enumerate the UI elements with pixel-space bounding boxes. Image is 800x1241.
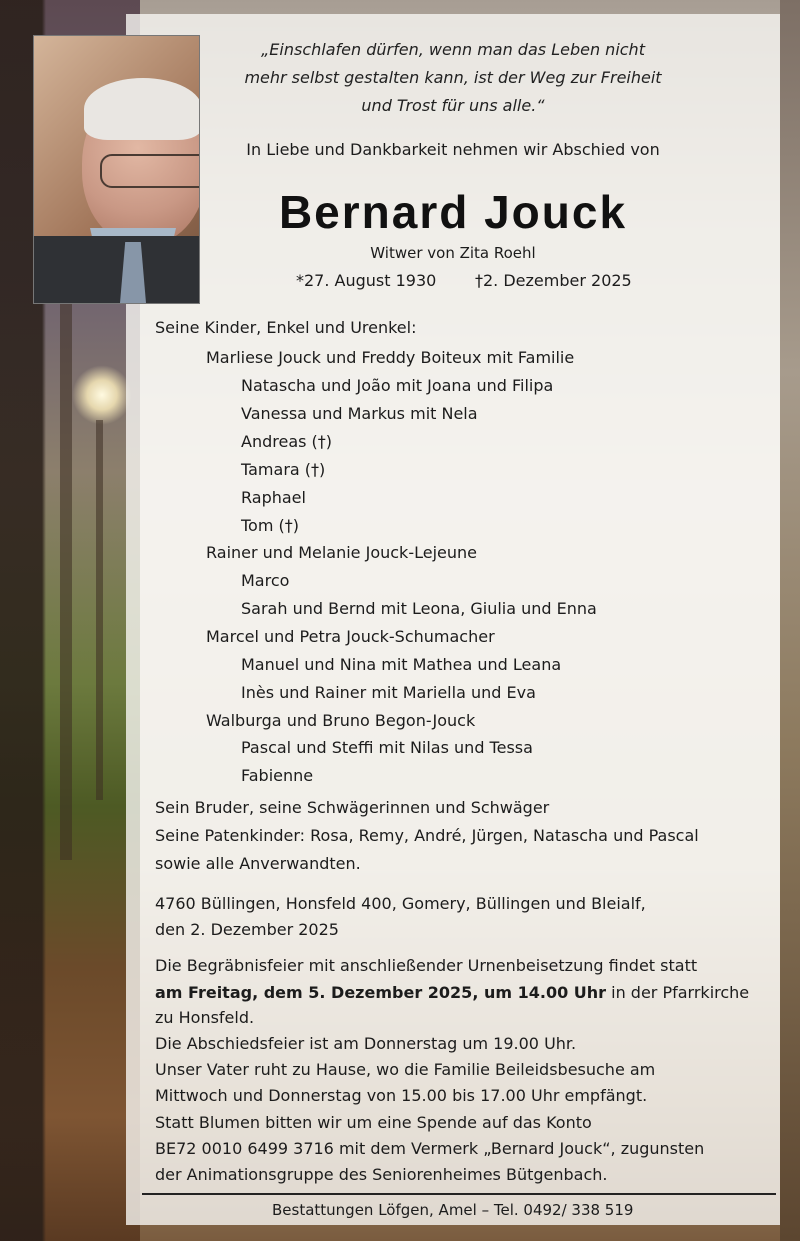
death-date: †2. Dezember 2025 <box>475 271 632 290</box>
family-line: Marcel und Petra Jouck-Schumacher <box>206 627 495 646</box>
tree-trunk <box>60 300 72 860</box>
family-line: Fabienne <box>241 766 314 785</box>
tree-trunk <box>96 420 103 800</box>
relatives-line: Seine Patenkinder: Rosa, Remy, André, Jürgen, Natascha und Pascal <box>155 826 699 845</box>
forest-background-right <box>780 0 800 1241</box>
widower-text: Witwer von Zita Roehl <box>370 244 536 262</box>
farewell-line: Die Abschiedsfeier ist am Donnerstag um 19.00 Uhr. <box>155 1034 577 1053</box>
donation-line: BE72 0010 6499 3716 mit dem Vermerk „Bernard Jouck“, zugunsten <box>155 1139 705 1158</box>
family-line: Pascal und Steffi mit Nilas und Tessa <box>241 738 533 757</box>
donation-line: der Animationsgruppe des Seniorenheimes Bütgenbach. <box>155 1165 608 1184</box>
relatives-line: sowie alle Anverwandten. <box>155 854 361 873</box>
place-line: 4760 Büllingen, Honsfeld 400, Gomery, Büllingen und Bleialf, <box>155 894 646 913</box>
family-line: Manuel und Nina mit Mathea und Leana <box>241 655 562 674</box>
deceased-name: Bernard Jouck <box>278 186 628 238</box>
funeral-location: in der Pfarrkirche <box>606 983 750 1002</box>
quote-line: und Trost für uns alle.“ <box>361 96 545 115</box>
family-line: Marliese Jouck und Freddy Boiteux mit Familie <box>206 348 575 367</box>
visit-line: Unser Vater ruht zu Hause, wo die Familie Beileidsbesuche am <box>155 1060 656 1079</box>
funeral-line: zu Honsfeld. <box>155 1008 255 1027</box>
family-line: Natascha und João mit Joana und Filipa <box>241 376 554 395</box>
quote-line: „Einschlafen dürfen, wenn man das Leben nicht <box>261 40 645 59</box>
donation-line: Statt Blumen bitten wir um eine Spende auf das Konto <box>155 1113 592 1132</box>
family-line: Tamara (†) <box>241 460 326 479</box>
family-line: Sarah und Bernd mit Leona, Giulia und Enna <box>241 599 597 618</box>
visit-line: Mittwoch und Donnerstag von 15.00 bis 17.00 Uhr empfängt. <box>155 1086 648 1105</box>
funeral-home-footer: Bestattungen Löfgen, Amel – Tel. 0492/ 338 519 <box>272 1201 634 1219</box>
footer-divider <box>142 1193 776 1195</box>
family-line: Inès und Rainer mit Mariella und Eva <box>241 683 536 702</box>
family-line: Rainer und Melanie Jouck-Lejeune <box>206 543 477 562</box>
family-line: Tom (†) <box>241 516 299 535</box>
funeral-line: Die Begräbnisfeier mit anschließender Urnenbeisetzung findet statt <box>155 956 698 975</box>
sunlight <box>72 365 132 425</box>
family-heading: Seine Kinder, Enkel und Urenkel: <box>155 318 417 337</box>
intro-text: In Liebe und Dankbarkeit nehmen wir Abschied von <box>246 140 660 159</box>
funeral-time-line <box>155 983 749 1003</box>
relatives-line: Sein Bruder, seine Schwägerinnen und Schwäger <box>155 798 550 817</box>
quote-line: mehr selbst gestalten kann, ist der Weg zur Freiheit <box>244 68 662 87</box>
family-line: Raphael <box>241 488 306 507</box>
place-date: den 2. Dezember 2025 <box>155 920 339 939</box>
family-line: Andreas (†) <box>241 432 333 451</box>
family-line: Marco <box>241 571 290 590</box>
birth-date: *27. August 1930 <box>296 271 437 290</box>
family-line: Vanessa und Markus mit Nela <box>241 404 478 423</box>
family-line: Walburga und Bruno Begon-Jouck <box>206 711 476 730</box>
funeral-date-bold: am Freitag, dem 5. Dezember 2025, um 14.00 Uhr <box>155 983 607 1002</box>
